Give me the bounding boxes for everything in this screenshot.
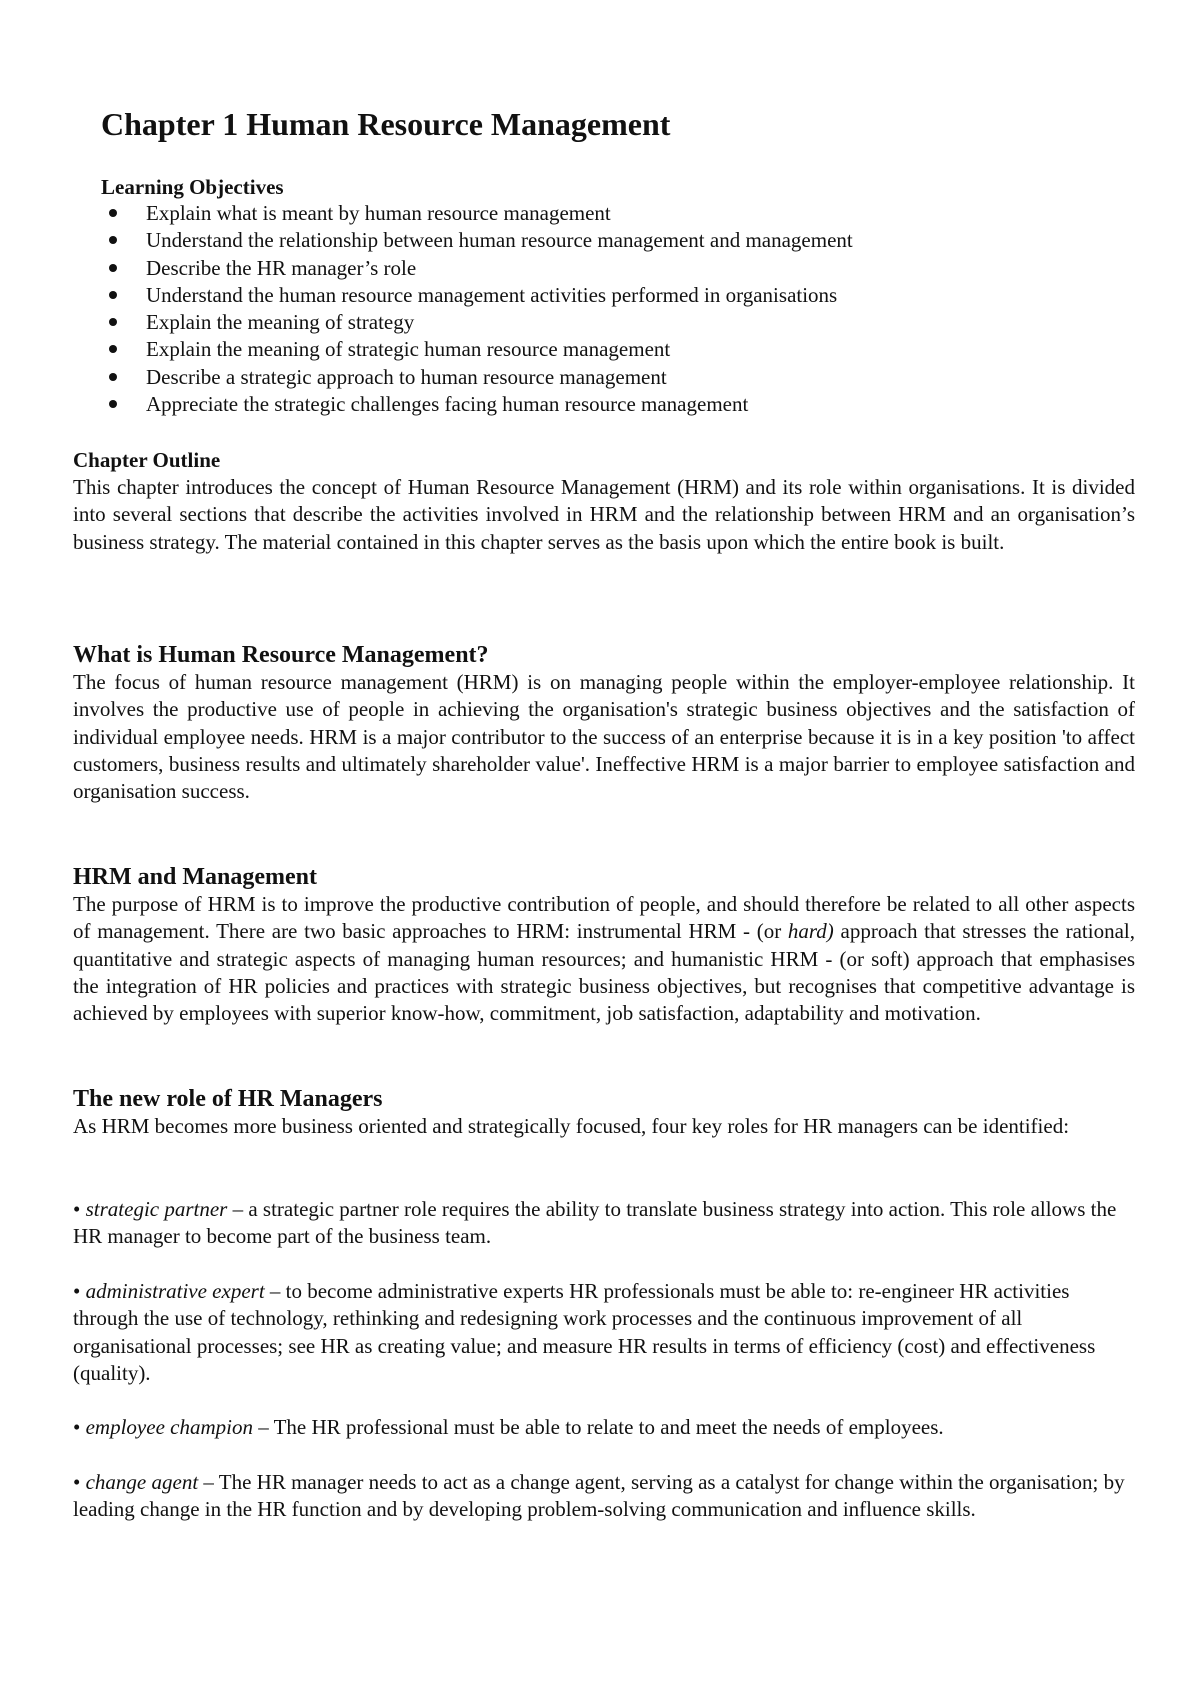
- role-strategic-partner: [73, 1196, 1135, 1251]
- list-item-text: Understand the relationship between human resource management and management: [146, 228, 853, 253]
- list-item: [101, 336, 1141, 363]
- list-item-text: Appreciate the strategic challenges facing human resource management: [146, 392, 749, 417]
- role-term: administrative expert: [85, 1279, 265, 1303]
- what-is-hrm-text: The focus of human resource management (HRM) is on managing people within the employer-employee relationship. It involves the productive use of people in achieving the organisation's strategic business objectives and the satisfaction of individual employee needs. HRM is a major contributor to the success of an enterprise because it is in a key position 'to affect customers, business results and ultimately shareholder value'. Ineffective HRM is a major barrier to employee satisfaction and organisation success.: [73, 670, 1135, 804]
- bullet-icon: [109, 318, 117, 326]
- list-item-text: Understand the human resource management activities performed in organisations: [146, 282, 838, 307]
- role-paragraph: [73, 1196, 1135, 1251]
- text-segment: The purpose of HRM is to improve the productive contribution of people, and should therefore be related to all other aspects of management. There are two basic approaches to HRM: instrumental HRM - (or: [73, 892, 1135, 944]
- bullet-icon: •: [73, 1197, 81, 1221]
- role-employee-champion: [73, 1414, 1135, 1441]
- bullet-icon: [109, 373, 117, 381]
- role-term: strategic partner: [85, 1197, 228, 1221]
- text-segment: approach that stresses the rational, quantitative and strategic aspects of managing human resources; and humanistic HRM - (or soft) approach that emphasises the integration of HR policies and practices with strategic business objectives, but recognises that competitive advantage is achieved by employees with superior know-how, commitment, job satisfaction, adaptability and motivation.: [73, 919, 1135, 1026]
- role-paragraph: [73, 1469, 1135, 1524]
- bullet-icon: [109, 209, 117, 217]
- chapter-outline-heading: Chapter Outline: [73, 448, 221, 472]
- hrm-and-management-section: [73, 863, 1135, 1027]
- list-item-text: Describe a strategic approach to human resource management: [146, 364, 667, 389]
- hrm-and-management-text: [73, 891, 1135, 1027]
- list-item: [101, 309, 1141, 336]
- role-text: – The HR manager needs to act as a change agent, serving as a catalyst for change within the organisation; by leading change in the HR function and by developing problem-solving communication and influence skills.: [73, 1470, 1125, 1522]
- list-item-text: Explain what is meant by human resource management: [146, 201, 611, 225]
- list-item: [101, 364, 1141, 391]
- bullet-icon: [109, 345, 117, 353]
- role-term: employee champion: [85, 1415, 253, 1439]
- list-item: [101, 391, 1141, 418]
- new-role-intro: As HRM becomes more business oriented and strategically focused, four key roles for HR managers can be identified:: [73, 1114, 1070, 1138]
- italic-term: hard): [787, 919, 834, 944]
- bullet-icon: [109, 291, 117, 299]
- role-administrative-expert: [73, 1278, 1135, 1387]
- learning-objectives-list: [101, 200, 1141, 418]
- what-is-hrm-section: [73, 641, 1135, 805]
- learning-objectives-heading: Learning Objectives: [101, 175, 284, 199]
- list-item: [101, 255, 1141, 282]
- role-text: – a strategic partner role requires the ability to translate business strategy into action. This role allows the HR manager to become part of the business team.: [73, 1197, 1117, 1249]
- what-is-hrm-heading: What is Human Resource Management?: [73, 642, 489, 668]
- new-role-section: [73, 1085, 1135, 1140]
- role-text: – to become administrative experts HR professionals must be able to: re-engineer HR activities through the use of technology, rethinking and redesigning work processes and the continuous improvement of all organisational processes; see HR as creating value; and measure HR results in terms of efficiency (cost) and effectiveness (quality).: [73, 1279, 1096, 1385]
- new-role-heading: The new role of HR Managers: [73, 1086, 383, 1112]
- list-item: [101, 200, 1141, 227]
- bullet-icon: •: [73, 1279, 81, 1303]
- role-term: change agent: [85, 1470, 199, 1494]
- list-item-text: Describe the HR manager’s role: [146, 255, 417, 280]
- chapter-title: Chapter 1 Human Resource Management: [101, 106, 671, 142]
- bullet-icon: [109, 236, 117, 244]
- list-item-text: Explain the meaning of strategic human resource management: [146, 337, 671, 362]
- list-item-text: Explain the meaning of strategy: [146, 310, 415, 335]
- role-paragraph: [73, 1278, 1135, 1387]
- list-item: [101, 227, 1141, 254]
- role-change-agent: [73, 1469, 1135, 1524]
- bullet-icon: •: [73, 1415, 81, 1439]
- bullet-icon: •: [73, 1470, 81, 1494]
- hrm-and-management-heading: HRM and Management: [73, 864, 317, 890]
- role-paragraph: [73, 1414, 1135, 1441]
- chapter-outline-section: [73, 447, 1135, 556]
- chapter-outline-text: This chapter introduces the concept of Human Resource Management (HRM) and its role within organisations. It is divided into several sections that describe the activities involved in HRM and the relationship between HRM and an organisation’s business strategy. The material contained in this chapter serves as the basis upon which the entire book is built.: [73, 475, 1135, 554]
- bullet-icon: [109, 264, 117, 272]
- role-text: – The HR professional must be able to relate to and meet the needs of employees.: [252, 1415, 944, 1439]
- list-item: [101, 282, 1141, 309]
- bullet-icon: [109, 400, 117, 408]
- learning-objectives-section: [101, 174, 1141, 418]
